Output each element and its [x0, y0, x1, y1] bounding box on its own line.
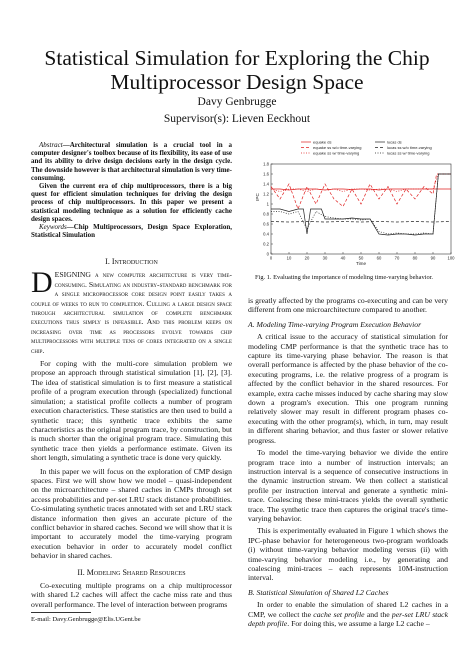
abstract-paragraph-2: Given the current era of chip multiprocessors, there is a big quest for efficient simulation techniques for driving the design process of chip multiprocessors. In this paper we present a statistical modeling technique as a solution for efficiently cache design spaces.	[31, 182, 232, 223]
subsection-b-term-1: cache set profile	[313, 609, 365, 619]
subsection-b-heading: B. Statistical Simulation of Shared L2 Caches	[248, 587, 389, 597]
legend-label: equake ss w/o time-varying	[313, 145, 362, 150]
y-tick-label: 0.4	[263, 231, 269, 237]
y-tick-label: 0.8	[263, 211, 269, 217]
x-tick-label: 70	[394, 255, 400, 261]
section-2-paragraph-1: Co-executing multiple programs on a chip multiprocessor with shared L2 caches will affect the cache miss rate and thus overall performance. The level of interaction between programs	[31, 581, 232, 609]
y-tick-label: 0.2	[263, 241, 269, 247]
drop-cap: D	[31, 266, 53, 300]
subsection-b-paragraph-1	[248, 600, 448, 628]
subsection-a-heading: A. Modeling Time-varying Program Execution Behavior	[248, 319, 422, 329]
y-tick-label: 1	[266, 201, 269, 207]
email-footnote: E-mail: Davy.Genbrugge@Elis.UGent.be	[31, 616, 141, 623]
introduction-heading: I. Introduction	[105, 257, 158, 266]
legend-label: lucas ss w/o time-varying	[387, 145, 432, 150]
y-axis-label: IPC	[255, 193, 260, 201]
x-tick-label: 100	[447, 255, 455, 261]
x-tick-label: 80	[412, 255, 418, 261]
ipc-time-chart	[253, 138, 457, 272]
x-tick-label: 90	[430, 255, 436, 261]
left-column-body	[31, 250, 232, 609]
supervisor-line: Supervisor(s): Lieven Eeckhout	[163, 113, 311, 125]
x-tick-label: 40	[340, 255, 346, 261]
subsection-a-paragraph-2: To model the time-varying behavior we divide the entire program trace into a number of instruction intervals; an instruction interval is a sequence of consecutive instructions in the dynamic instruction stream. We then collect a statistical profile per instruction interval and generate a synthetic mini-trace. Coalescing these mini-traces yields the overall synthetic trace. The synthetic trace then captures the original trace's time-varying behavior.	[248, 448, 448, 523]
intro-paragraph-2: For coping with the multi-core simulation problem we propose an approach through statistical simulation [1], [2], [3]. The idea of statistical simulation is to first measure a statistical profile of a program execution through (specialized) functional simulation; a statistical profile collects a number of program execution characteristics. These statistics are then used to build a synthetic trace; this synthetic trace exhibits the same characteristics as the original program trace, by construction, but is much shorter than the original program trace. Simulating this synthetic trace then yields a performance estimate. Given its short length, simulating a synthetic trace is done very quickly.	[31, 359, 232, 463]
x-tick-label: 50	[358, 255, 364, 261]
legend-label: equake ds	[313, 139, 332, 145]
figure-caption: Fig. 1. Evaluating the importance of modeling time-varying behavior.	[255, 274, 434, 281]
y-tick-label: 1.8	[263, 161, 269, 167]
subsection-a-paragraph-3: This is experimentally evaluated in Figure 1 which shows the IPC-phase behavior for heterogeneous two-program workloads (i) without time-varying behavior modeling versus (ii) with time-varying behavior modeling i.e., by generating and coalescing mini-traces – each represents 10M-instruction interval.	[248, 526, 448, 583]
section-2-heading: II. Modeling Shared Resources	[77, 567, 186, 577]
series-line-1	[271, 174, 451, 209]
x-tick-label: 30	[322, 255, 328, 261]
keywords-label: Keywords	[39, 223, 67, 232]
right-paragraph-0: is greatly affected by the programs co-executing and can be very different from one microarchitecture compared to another.	[248, 296, 448, 315]
y-tick-label: 1.2	[263, 191, 269, 197]
abstract-text-1: —Architectural simulation is a crucial tool in a computer designer's toolbox because of its flexibility, its ease of use and its ability to drive design decisions early in the design cycle. The downside however is that architectural simulation is very time-consuming.	[31, 141, 232, 182]
paper-title: Statistical Simulation for Exploring the Chip Multiprocessor Design Space	[44, 46, 430, 94]
x-tick-label: 60	[376, 255, 382, 261]
keywords-paragraph	[31, 223, 232, 239]
x-tick-label: 20	[304, 255, 310, 261]
right-column-body	[248, 296, 448, 628]
x-axis-label: Time	[355, 261, 367, 266]
subsection-b-text-a: In order to enable the simulation of shared L2 caches in a CMP, we collect the	[248, 600, 448, 619]
x-tick-label: 0	[269, 255, 273, 261]
subsection-b-term-2: per-set LRU stack depth profile	[248, 609, 448, 628]
y-tick-label: 0.6	[263, 221, 269, 227]
y-tick-label: 1.4	[263, 181, 269, 187]
abstract-paragraph-1	[31, 141, 232, 182]
legend-label: equake ss w/ time-varying	[313, 150, 360, 156]
author-name: Davy Genbrugge	[197, 96, 277, 108]
subsection-a-paragraph-1: A critical issue to the accuracy of statistical simulation for modeling CMP performance is that the synthetic trace has to capture its time-varying phase behavior. The reason is that overall performance is affected by the phase behavior of the co-executing programs, i.e. the relative progress of a program is affected by the conflict behavior in the shared resources. For example, extra cache misses induced by cache sharing may slow down a program's execution. This one program running relatively slower may result in different program phases co-executing with the other program(s), which, in turn, may result in different sharing behavior, and thus faster or slower relative progress.	[248, 332, 448, 445]
abstract-block	[31, 141, 232, 239]
y-tick-label: 0	[266, 251, 269, 257]
subsection-b-text-c: . For doing this, we assume a large L2 cache –	[287, 619, 430, 628]
abstract-label: Abstract	[39, 141, 63, 149]
subsection-b-text-b: and the	[364, 609, 392, 619]
x-tick-label: 10	[286, 255, 292, 261]
footnote-rule	[31, 612, 91, 613]
legend-label: lucas ds	[387, 139, 402, 145]
y-tick-label: 1.6	[263, 171, 269, 177]
intro-text-1: ESIGNING a new computer architecture is very time-consuming. Simulating an industry-standard benchmark for a single microprocessor core design point easily takes a couple of weeks to run to completion. Culling a large design space through architectural simulation of complete benchmark executions thus simply is infeasible. And this problem keeps on increasing over time as processors evolve towards chip multiprocessors with multiple tens of cores integrated on a single chip.	[31, 270, 232, 355]
legend-label: lucas ss w/ time-varying	[387, 150, 430, 156]
intro-paragraph-1	[31, 266, 232, 355]
series-line-4	[271, 222, 451, 223]
intro-paragraph-3: In this paper we will focus on the exploration of CMP design spaces. First we will show how we model – quasi-independent on the microarchitecture – shared caches in CMPs through set access probabilities and per-set LRU stack distance probabilities. Co-simulating synthetic traces annotated with set and LRU stack distance information then gives an accurate picture of the conflict behavior in shared caches. Second we will show that it is important to accurately model the time-varying program execution behavior in order to accurately model conflict behavior in shared caches.	[31, 466, 232, 561]
keywords-text: —Chip Multiprocessors, Design Space Exploration, Statistical Simulation	[31, 223, 232, 240]
